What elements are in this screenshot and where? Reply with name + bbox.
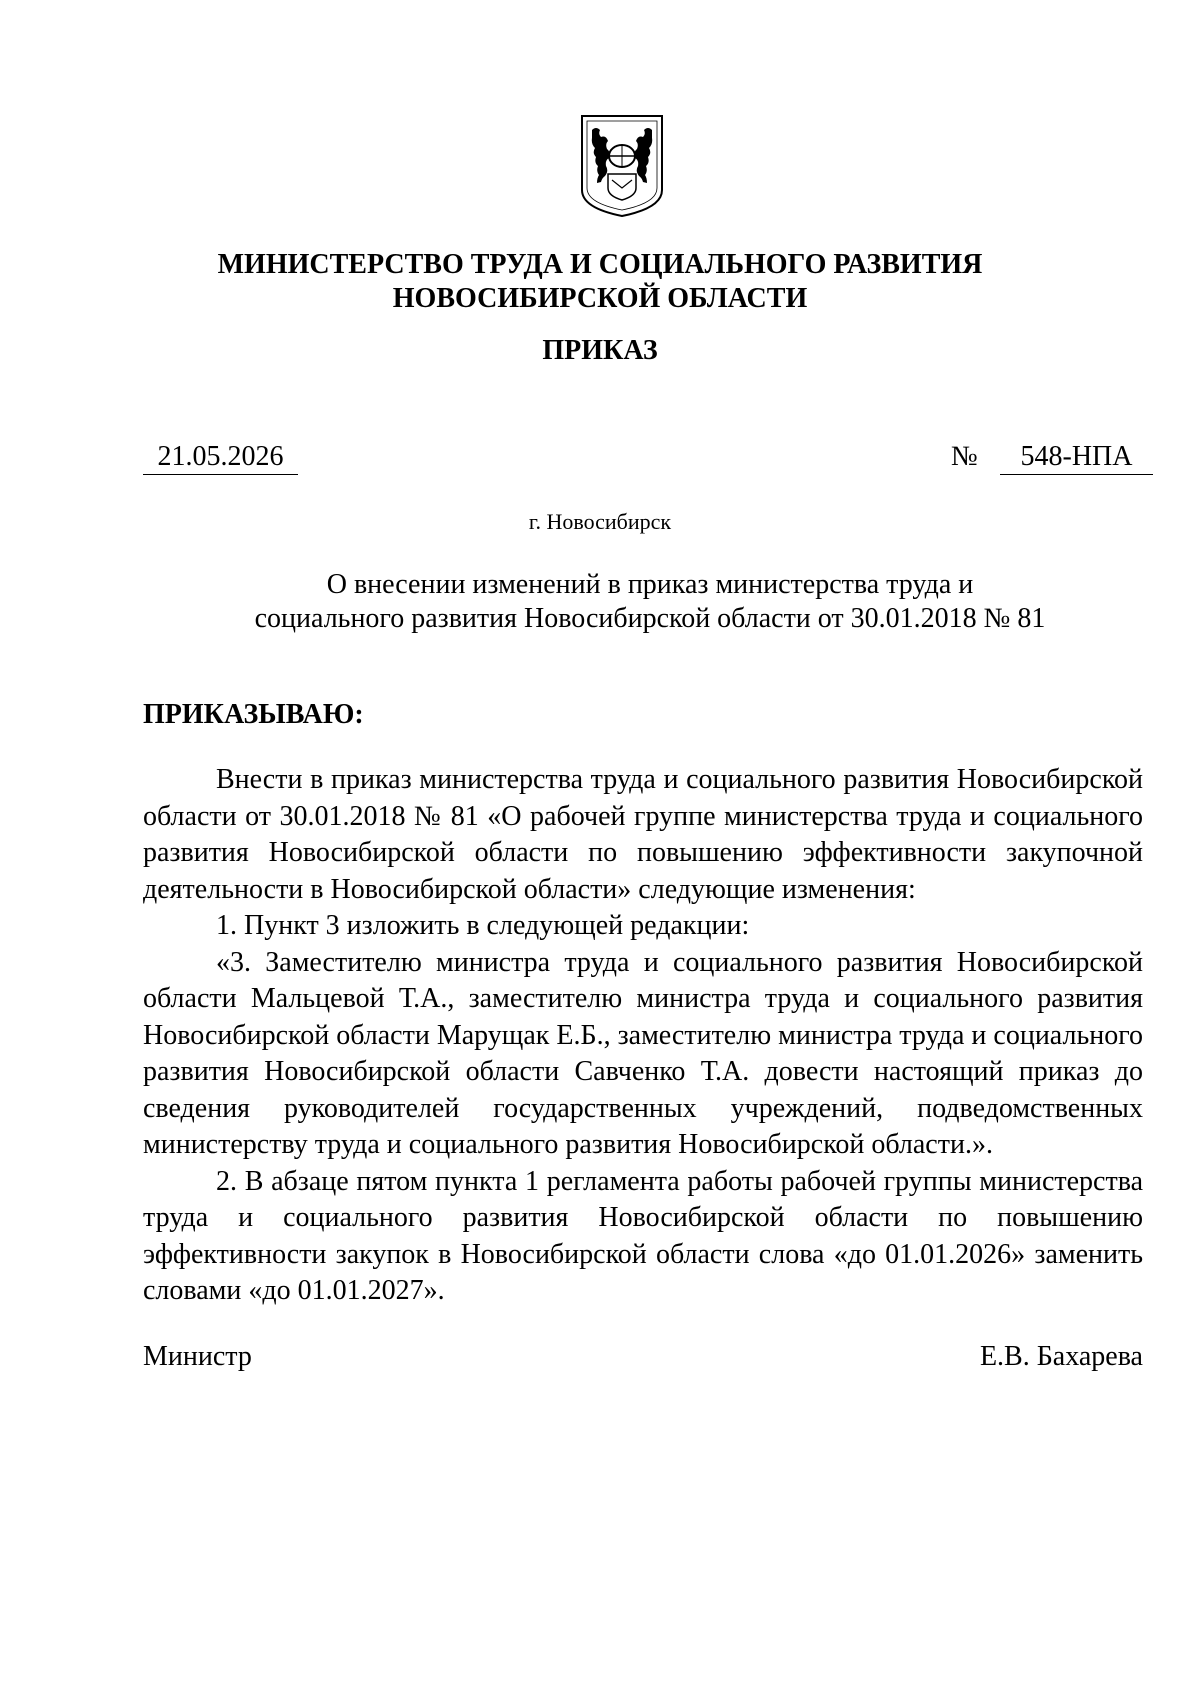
body-paragraph: 1. Пункт 3 изложить в следующей редакции: [216, 910, 750, 941]
document-type: ПРИКАЗ [542, 335, 658, 366]
body-paragraph: 2. В абзаце пятом пункта 1 регламента работы рабочей группы министерства труда и социального развития Новосибирской области по повышению эффективности закупок в Новосибирской области слова «до 01.01.2026» заменить словами «до 01.01.2027». [143, 1165, 1143, 1306]
document-body [143, 762, 1143, 1310]
document-subject [140, 568, 1160, 636]
ministry-title-line1: МИНИСТЕРСТВО ТРУДА И СОЦИАЛЬНОГО РАЗВИТИЯ [217, 249, 983, 280]
order-heading: ПРИКАЗЫВАЮ: [143, 699, 364, 730]
signatory-title: Министр [143, 1341, 252, 1372]
coat-of-arms-icon [578, 112, 666, 220]
city-line: г. Новосибирск [528, 509, 672, 534]
subject-line2: социального развития Новосибирской области от 30.01.2018 № 81 [254, 603, 1046, 634]
subject-line1: О внесении изменений в приказ министерства труда и [326, 569, 974, 600]
number-sign: № [951, 441, 978, 472]
ministry-title [140, 248, 1060, 316]
ministry-title-line2: НОВОСИБИРСКОЙ ОБЛАСТИ [392, 283, 808, 314]
document-number: 548-НПА [1000, 440, 1153, 475]
body-paragraph: Внести в приказ министерства труда и социального развития Новосибирской области от 30.01.2018 № 81 «О рабочей группе министерства труда и социального развития Новосибирской области по повышению эффективности закупочной деятельности в Новосибирской области» следующие изменения: [143, 764, 1143, 905]
signatory-name: Е.В. Бахарева [979, 1341, 1143, 1372]
document-date: 21.05.2026 [143, 440, 298, 475]
body-paragraph: «3. Заместителю министра труда и социального развития Новосибирской области Мальцевой Т.А., заместителю министра труда и социального развития Новосибирской области Марущак Е.Б., заместителю министра труда и социального развития Новосибирской области Савченко Т.А. довести настоящий приказ до сведения руководителей государственных учреждений, подведомственных министерству труда и социального развития Новосибирской области.». [143, 946, 1143, 1160]
